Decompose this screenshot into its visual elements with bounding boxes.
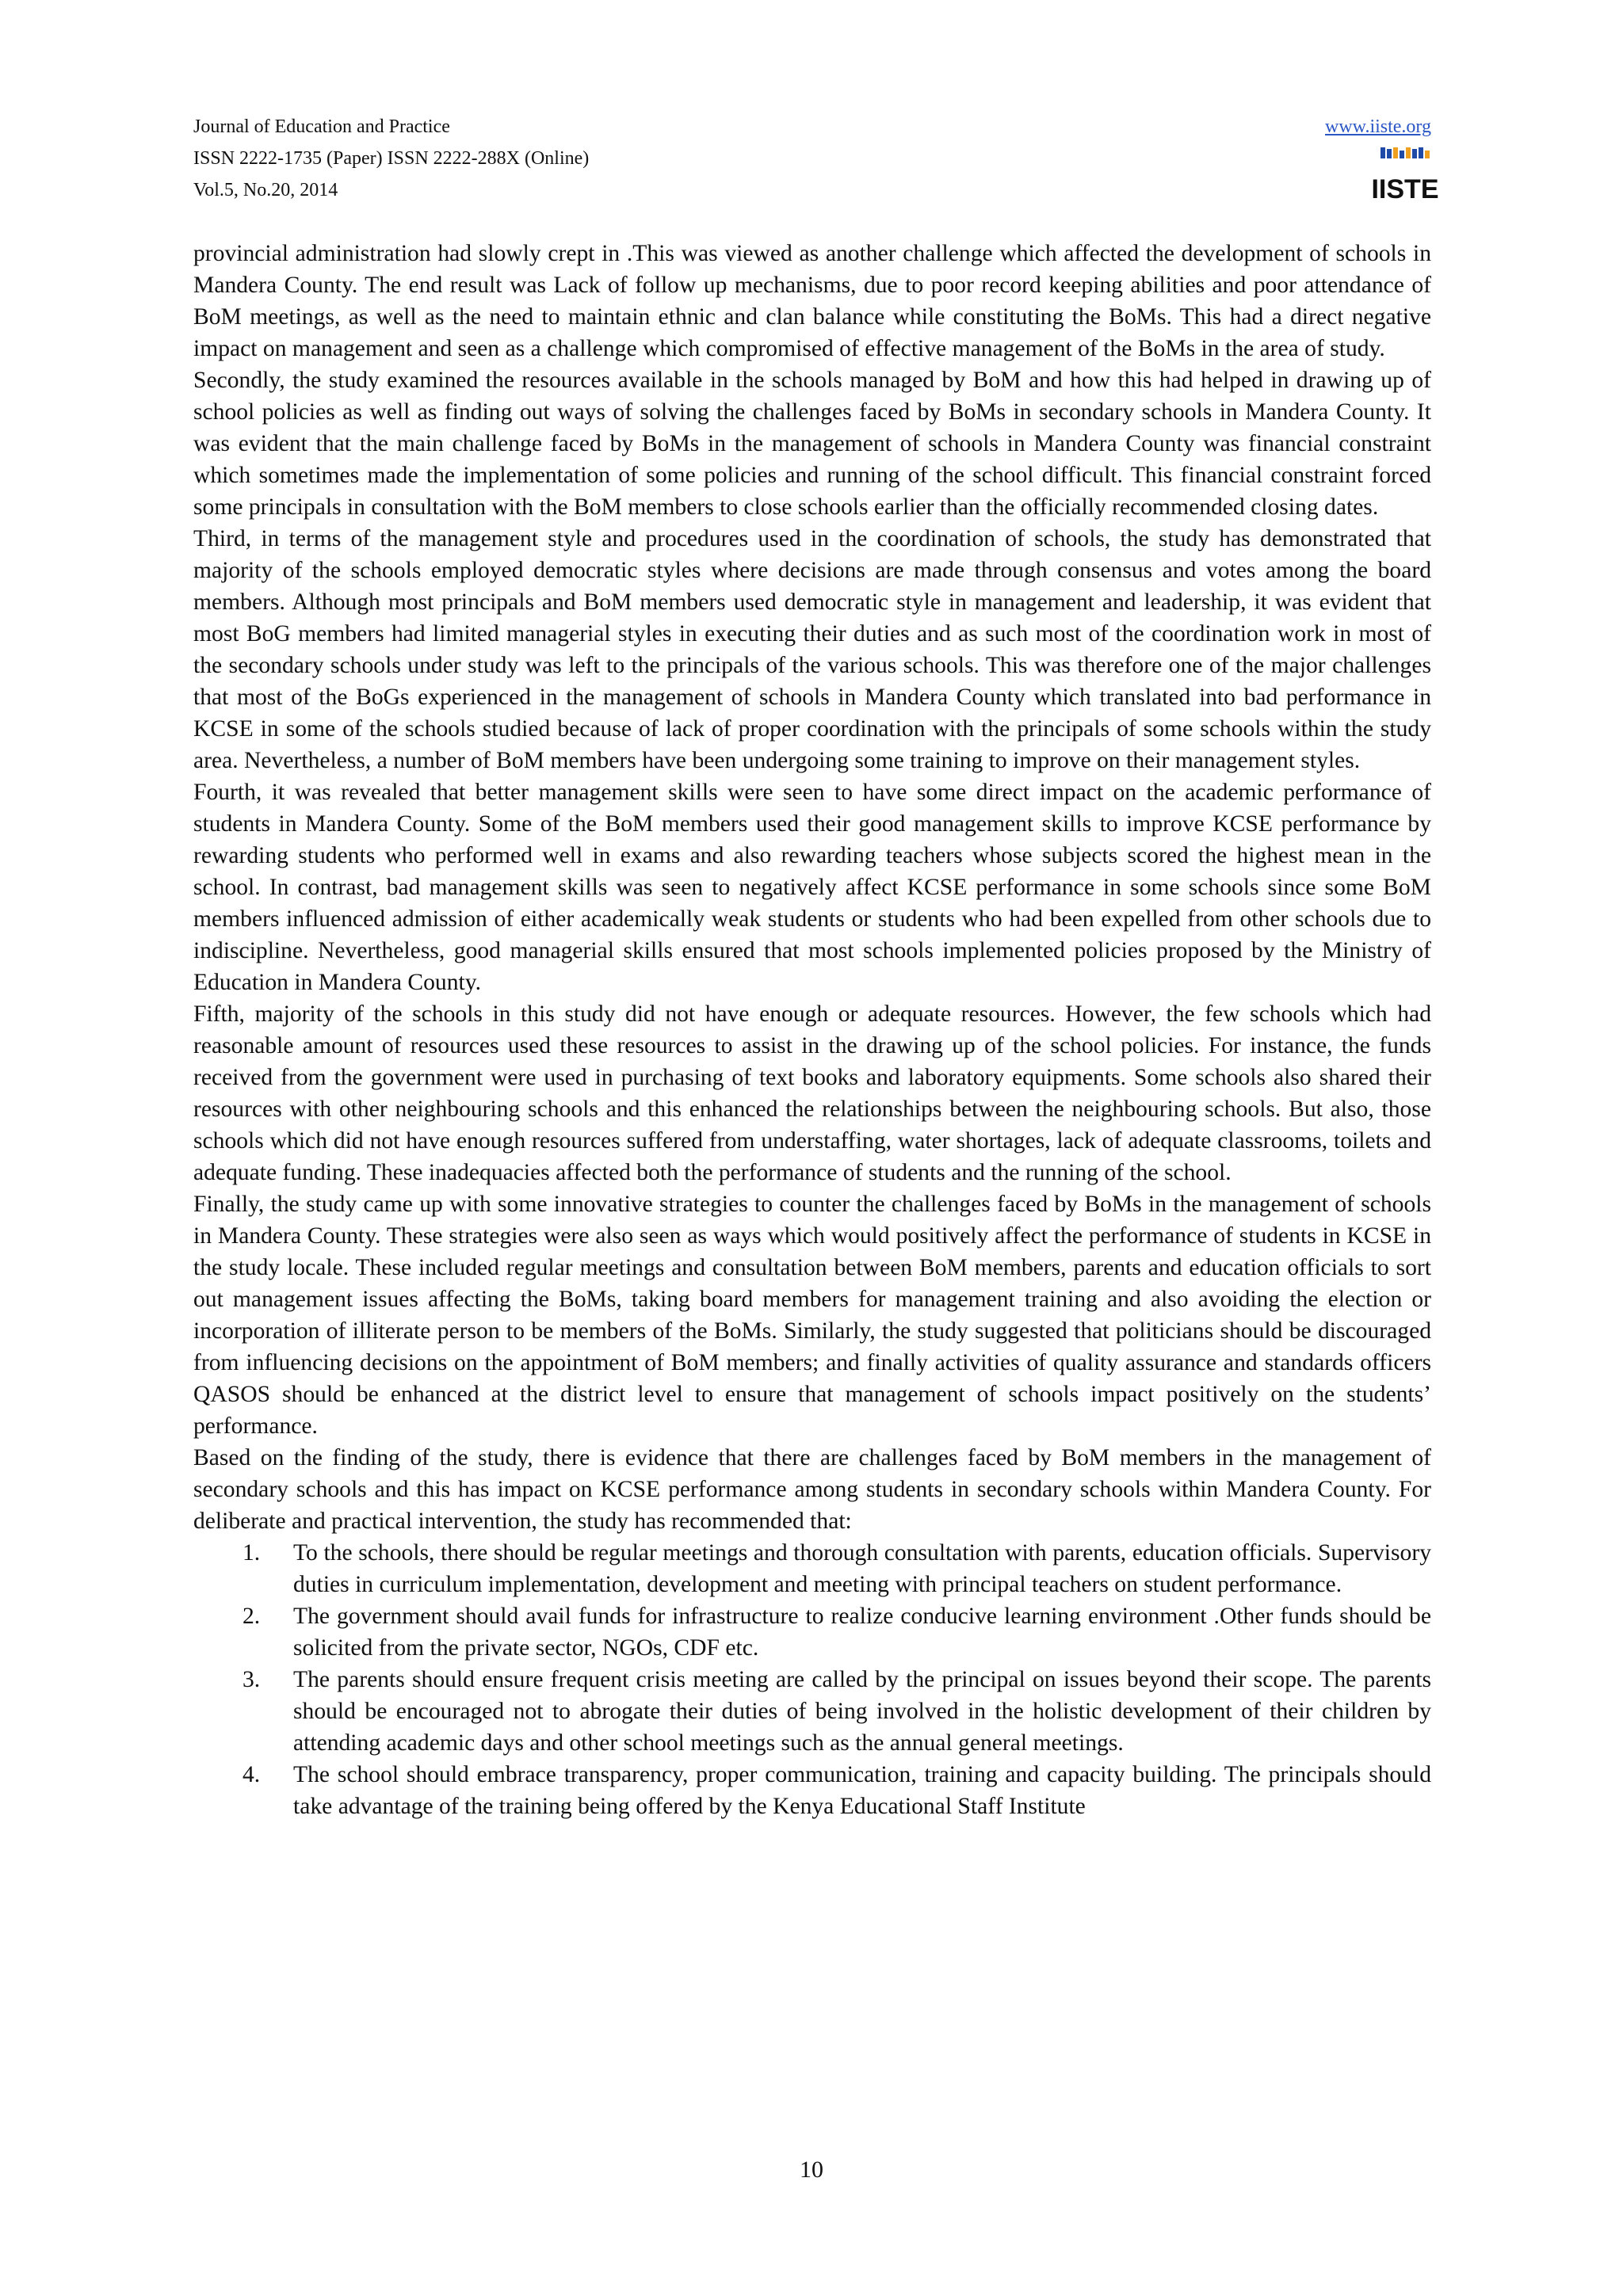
list-item-text: The government should avail funds for infrastructure to realize conducive learning environment .Other funds should be solicited from the private sector, NGOs, CDF etc. [293, 1604, 1431, 1661]
journal-title: Journal of Education and Practice [193, 116, 450, 137]
paragraph: Third, in terms of the management style and procedures used in the coordination of schools, the study has demonstrated that majority of the schools employed democratic styles where decisions are made through consensus and votes among the board members. Although most principals and BoM members used democratic style in management and leadership, it was evident that most BoG members had limited managerial styles in executing their duties and as such most of the coordination work in most of the secondary schools under study was left to the principals of the various schools. This was therefore one of the major challenges that most of the BoGs experienced in the management of schools in Mandera County which translated into bad performance in KCSE in some of the schools studied because of lack of proper coordination with the principals of some schools within the study area. Nevertheless, a number of BoM members have been undergoing some training to improve on their management styles. [193, 526, 1431, 773]
list-item [193, 1664, 1431, 1759]
list-item-text: The school should embrace transparency, proper communication, training and capacity building. The principals should take advantage of the training being offered by the Kenya Educational Staff Institute [293, 1762, 1431, 1819]
paragraph: provincial administration had slowly crept in .This was viewed as another challenge which affected the development of schools in Mandera County. The end result was Lack of follow up mechanisms, due to poor record keeping abilities and poor attendance of BoM meetings, as well as the need to maintain ethnic and clan balance while constituting the BoMs. This had a direct negative impact on management and seen as a challenge which compromised of effective management of the BoMs in the area of study. [193, 241, 1431, 361]
paragraph: Based on the finding of the study, there is evidence that there are challenges faced by BoM members in the management of secondary schools and this has impact on KCSE performance among students in secondary schools within Mandera County. For deliberate and practical intervention, the study has recommended that: [193, 1445, 1431, 1534]
iiste-logo [1371, 147, 1439, 204]
list-number: 2. [242, 1604, 261, 1629]
recommendations-list [193, 1537, 1431, 1822]
paragraph: Fifth, majority of the schools in this study did not have enough or adequate resources. However, the few schools which had reasonable amount of resources used these resources to assist in the drawing up of the school policies. For instance, the funds received from the government were used in purchasing of text books and laboratory equipments. Some schools also shared their resources with other neighbouring schools and this enhanced the relationships between the neighbouring schools. But also, those schools which did not have enough resources suffered from understaffing, water shortages, lack of adequate classrooms, toilets and adequate funding. These inadequacies affected both the performance of students and the running of the school. [193, 1001, 1431, 1185]
list-item-text: The parents should ensure frequent crisis meeting are called by the principal on issues beyond their scope. The parents should be encouraged not to abrogate their duties of being involved in the holistic development of their children by attending academic days and other school meetings such as the annual general meetings. [293, 1667, 1431, 1756]
issn-line: ISSN 2222-1735 (Paper) ISSN 2222-288X (Online) [193, 148, 590, 169]
list-number: 4. [242, 1762, 261, 1787]
list-item [193, 1759, 1431, 1822]
article-body [193, 238, 1431, 1822]
volume-line: Vol.5, No.20, 2014 [193, 180, 338, 200]
site-link[interactable]: www.iiste.org [1325, 116, 1431, 137]
paragraph: Finally, the study came up with some innovative strategies to counter the challenges faced by BoMs in the management of schools in Mandera County. These strategies were also seen as ways which would positively affect the performance of students in KCSE in the study locale. These included regular meetings and consultation between BoM members, parents and education officials to sort out management issues affecting the BoMs, taking board members for management training and also avoiding the election or incorporation of illiterate person to be members of the BoMs. Similarly, the study suggested that politicians should be discouraged from influencing decisions on the appointment of BoM members; and finally activities of quality assurance and standards officers QASOS should be enhanced at the district level to ensure that management of schools impact positively on the students’ performance. [193, 1192, 1431, 1439]
list-number: 1. [242, 1540, 261, 1566]
list-item [193, 1537, 1431, 1600]
page-number: 10 [800, 2157, 823, 2183]
paragraph: Secondly, the study examined the resources available in the schools managed by BoM and how this had helped in drawing up of school policies as well as finding out ways of solving the challenges faced by BoMs in secondary schools in Mandera County. It was evident that the main challenge faced by BoMs in the management of schools in Mandera County was financial constraint which sometimes made the implementation of some policies and running of the school difficult. This financial constraint forced some principals in consultation with the BoM members to close schools earlier than the officially recommended closing dates. [193, 368, 1431, 520]
svg-text:IISTE: IISTE [1371, 174, 1439, 204]
list-item [193, 1600, 1431, 1664]
page-header [193, 111, 1439, 214]
list-item-text: To the schools, there should be regular meetings and thorough consultation with parents, education officials. Supervisory duties in curriculum implementation, development and meeting with principal teachers on student performance. [293, 1540, 1431, 1597]
paragraph: Fourth, it was revealed that better management skills were seen to have some direct impact on the academic performance of students in Mandera County. Some of the BoM members used their good management skills to improve KCSE performance by rewarding students who performed well in exams and also rewarding teachers whose subjects scored the highest mean in the school. In contrast, bad management skills was seen to negatively affect KCSE performance in some schools since some BoM members influenced admission of either academically weak students or students who had been expelled from other schools due to indiscipline. Nevertheless, good managerial skills ensured that most schools implemented policies proposed by the Ministry of Education in Mandera County. [193, 780, 1431, 995]
list-number: 3. [242, 1667, 261, 1692]
